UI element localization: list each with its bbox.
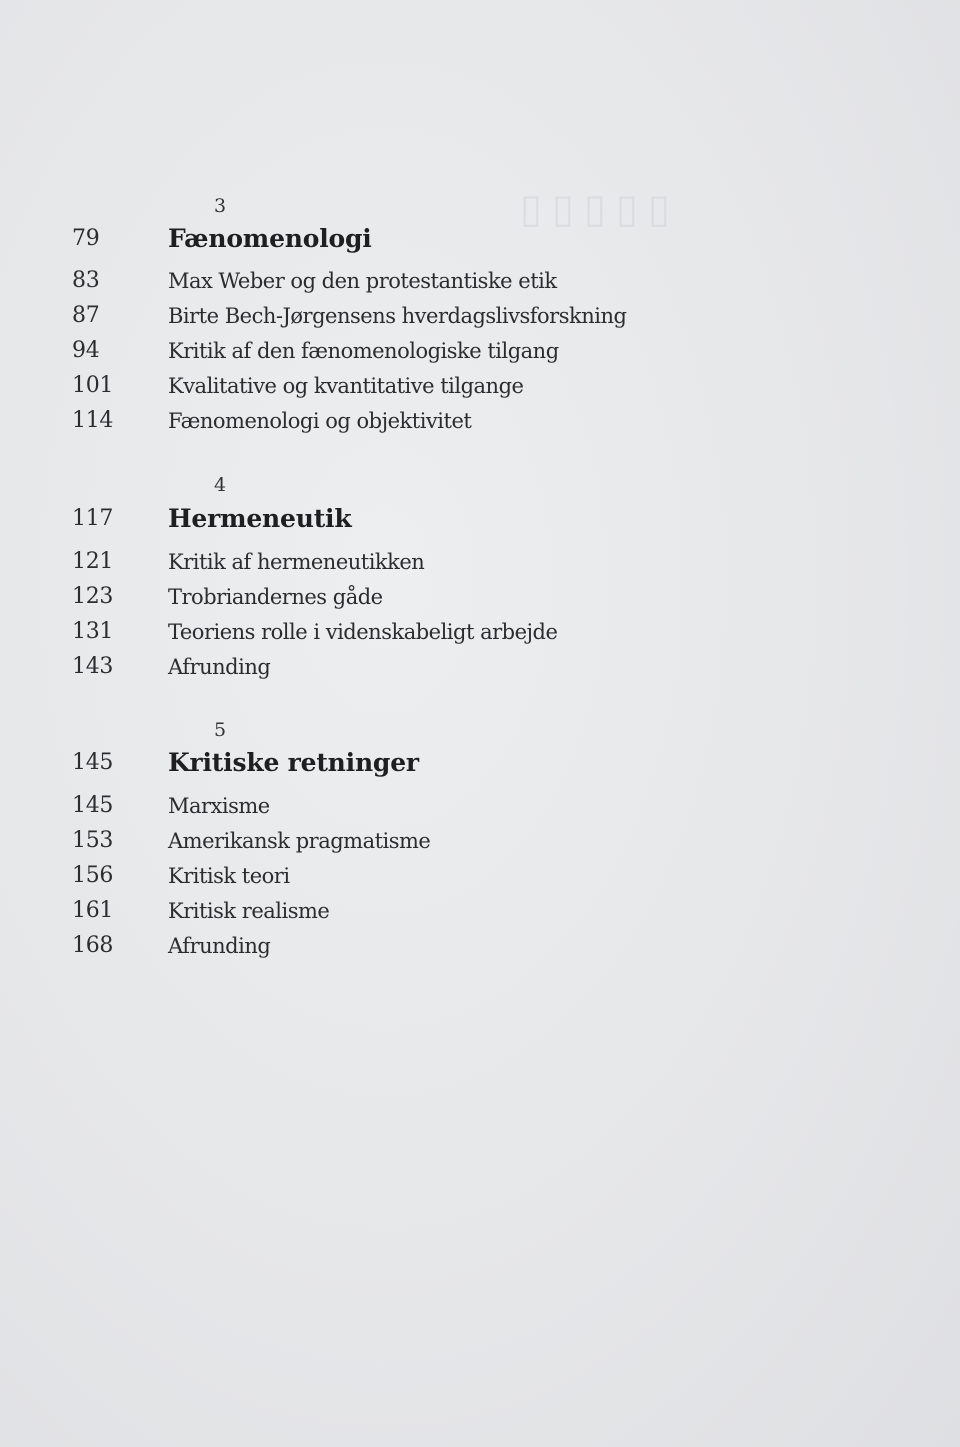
page-number: 83 xyxy=(72,268,100,293)
page-number: 131 xyxy=(72,619,114,644)
entry-title: Amerikansk pragmatisme xyxy=(168,829,431,853)
toc-entry[interactable] xyxy=(0,615,960,649)
entry-title: Afrunding xyxy=(168,934,271,958)
toc-entry[interactable] xyxy=(0,789,960,823)
page-number: 94 xyxy=(72,338,100,363)
entry-title: Kritik af den fænomenologiske tilgang xyxy=(168,339,559,363)
entry-title: Trobriandernes gåde xyxy=(168,585,383,609)
page-number: 79 xyxy=(72,226,100,251)
toc-entry[interactable] xyxy=(0,299,960,333)
entry-title: Kvalitative og kvantitative tilgange xyxy=(168,374,524,398)
chapter-title: Hermeneutik xyxy=(168,504,352,533)
toc-entry[interactable] xyxy=(0,369,960,403)
toc-entry[interactable] xyxy=(0,334,960,368)
toc-entry[interactable] xyxy=(0,929,960,963)
chapter-heading[interactable] xyxy=(0,222,960,256)
chapter-title: Kritiske retninger xyxy=(168,748,419,777)
entry-title: Kritisk realisme xyxy=(168,899,330,923)
chapter-heading[interactable] xyxy=(0,746,960,780)
page-number: 101 xyxy=(72,373,114,398)
page-number: 121 xyxy=(72,549,114,574)
page-number: 168 xyxy=(72,933,114,958)
chapter-number: 5 xyxy=(214,719,227,741)
page-number: 117 xyxy=(72,506,114,531)
page-number: 145 xyxy=(72,750,114,775)
page-number: 114 xyxy=(72,408,114,433)
chapter-number: 4 xyxy=(214,474,227,496)
page-number: 123 xyxy=(72,584,114,609)
page-number: 145 xyxy=(72,793,114,818)
chapter-number: 3 xyxy=(214,195,227,217)
toc-entry[interactable] xyxy=(0,580,960,614)
entry-title: Kritik af hermeneutikken xyxy=(168,550,425,574)
entry-title: Max Weber og den protestantiske etik xyxy=(168,269,557,293)
toc-entry[interactable] xyxy=(0,859,960,893)
toc-entry[interactable] xyxy=(0,824,960,858)
entry-title: Teoriens rolle i videnskabeligt arbejde xyxy=(168,620,558,644)
entry-title: Kritisk teori xyxy=(168,864,290,888)
page-number: 153 xyxy=(72,828,114,853)
page-number: 161 xyxy=(72,898,114,923)
chapter-heading[interactable] xyxy=(0,502,960,536)
toc-entry[interactable] xyxy=(0,545,960,579)
entry-title: Marxisme xyxy=(168,794,270,818)
toc-entry[interactable] xyxy=(0,264,960,298)
page-number: 87 xyxy=(72,303,100,328)
toc-entry[interactable] xyxy=(0,404,960,438)
toc-entry[interactable] xyxy=(0,894,960,928)
entry-title: Birte Bech-Jørgensens hverdagslivsforskning xyxy=(168,304,627,328)
page-number: 143 xyxy=(72,654,114,679)
chapter-title: Fænomenologi xyxy=(168,224,372,253)
toc-entry[interactable] xyxy=(0,650,960,684)
page-number: 156 xyxy=(72,863,114,888)
bleed-through-shadow: ▯▯▯▯▯ xyxy=(520,185,681,232)
entry-title: Afrunding xyxy=(168,655,271,679)
entry-title: Fænomenologi og objektivitet xyxy=(168,409,472,433)
